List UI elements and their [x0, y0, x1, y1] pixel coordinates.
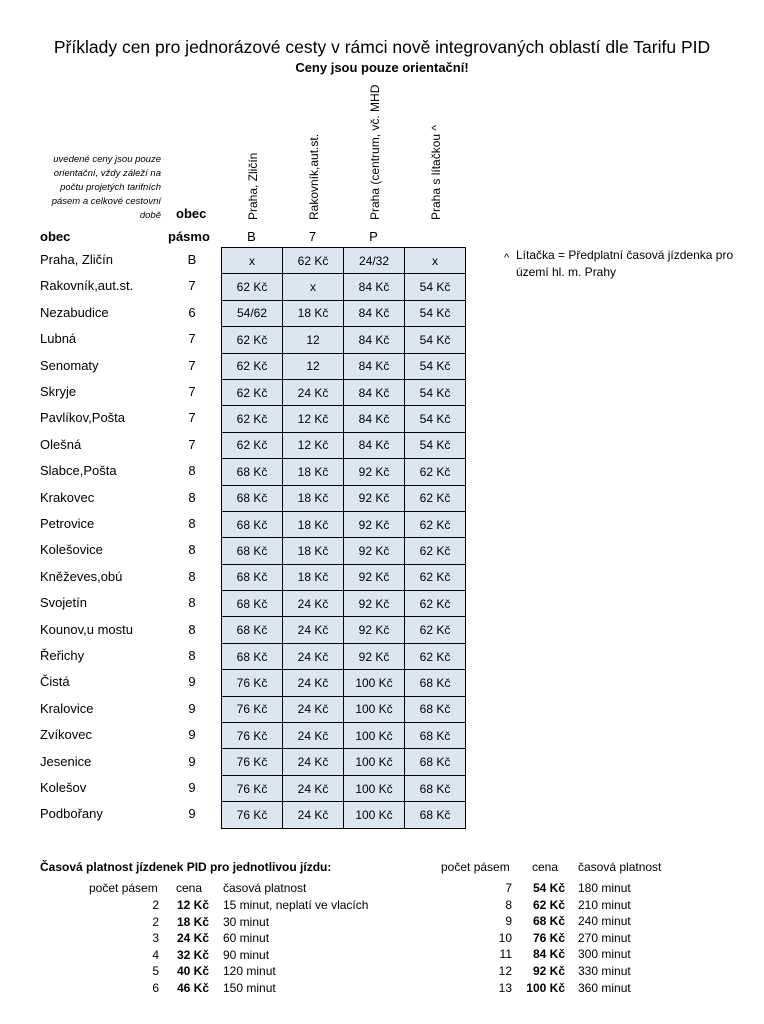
legend [504, 247, 756, 281]
row-pasmo: 8 [188, 516, 196, 531]
price-cell: 62 Kč [405, 617, 466, 643]
price-cell: 12 [283, 327, 344, 353]
price-cell: 18 Kč [283, 538, 344, 564]
price-cell: 100 Kč [344, 775, 405, 801]
page-title: Příklady cen pro jednorázové cesty v rámci nově integrovaných oblastí dle Tarifu PID [53, 37, 711, 57]
validity-pasma: 12 [498, 964, 512, 978]
validity-cena: 32 Kč [176, 947, 209, 962]
price-cell: 76 Kč [222, 723, 283, 749]
table-row [222, 485, 466, 511]
validity-platnost: 60 minut [223, 931, 270, 946]
price-cell: 84 Kč [344, 274, 405, 300]
header-obec: obec [40, 229, 71, 244]
row-pasmo: 9 [188, 806, 196, 822]
right-header-cena: cena [532, 860, 559, 874]
price-cell: 54 Kč [405, 327, 466, 353]
price-cell: 24 Kč [283, 617, 344, 643]
row-obec: Skryje [40, 384, 77, 399]
column-header-praha-litacka: Praha s lítačkou ^ [429, 124, 443, 220]
row-obec: Krakovec [40, 489, 95, 505]
price-cell: 100 Kč [344, 696, 405, 722]
price-cell: 24 Kč [283, 379, 344, 405]
table-row [222, 406, 466, 432]
left-header-cena: cena [176, 881, 203, 895]
price-cell: 62 Kč [405, 591, 466, 617]
price-cell: 68 Kč [405, 696, 466, 722]
left-header-platnost: časová platnost [223, 881, 307, 895]
table-row [222, 459, 466, 485]
price-cell: 84 Kč [344, 300, 405, 326]
price-cell: 92 Kč [344, 643, 405, 669]
validity-cena: 18 Kč [176, 914, 209, 929]
validity-heading: Časová platnost jízdenek PID pro jednotlivou jízdu: [40, 860, 332, 874]
row-obec: Pavlíkov,Pošta [40, 410, 126, 426]
table-row [222, 591, 466, 617]
row-pasmo: 6 [188, 304, 196, 320]
validity-cena: 24 Kč [176, 931, 209, 946]
row-pasmo: 8 [188, 621, 196, 637]
price-cell: 92 Kč [344, 459, 405, 485]
price-cell: 54 Kč [405, 274, 466, 300]
price-table [221, 247, 466, 829]
table-row [222, 802, 466, 828]
price-cell: 12 Kč [283, 432, 344, 458]
price-cell: 62 Kč [405, 485, 466, 511]
row-pasmo: 8 [188, 542, 196, 558]
header-obec-top: obec [176, 206, 207, 221]
validity-pasma: 3 [152, 931, 159, 946]
price-cell: 12 [283, 353, 344, 379]
row-obec: Zvíkovec [40, 727, 93, 743]
price-cell: 100 Kč [344, 670, 405, 696]
validity-pasma: 11 [499, 947, 512, 962]
validity-pasma: 9 [505, 914, 512, 929]
row-obec: Kounov,u mostu [40, 621, 133, 637]
price-cell: 92 Kč [344, 564, 405, 590]
validity-pasma: 7 [505, 881, 512, 895]
price-cell: 92 Kč [344, 485, 405, 511]
validity-pasma: 6 [152, 981, 159, 995]
table-row [222, 432, 466, 458]
price-cell: 62 Kč [405, 459, 466, 485]
validity-cena: 76 Kč [532, 930, 565, 945]
price-cell: 68 Kč [222, 511, 283, 537]
row-pasmo: 9 [188, 780, 196, 795]
column-header-rakovnik: Rakovník,aut.st. [307, 133, 321, 220]
row-pasmo: 8 [188, 595, 196, 611]
price-cell: 62 Kč [222, 432, 283, 458]
price-cell: 68 Kč [222, 564, 283, 590]
row-obec: Podbořany [40, 806, 103, 822]
validity-platnost: 300 minut [578, 947, 631, 962]
disclaimer-note: uvedené ceny jsou pouze orientační, vždy záleží na počtu projetých tarifních pásem a celkové cestovní době [51, 154, 161, 221]
column-code-7: 7 [308, 229, 317, 244]
price-cell: 62 Kč [222, 406, 283, 432]
price-cell: 62 Kč [405, 538, 466, 564]
table-row [222, 327, 466, 353]
price-cell: 76 Kč [222, 749, 283, 775]
table-row [222, 274, 466, 300]
validity-pasma: 2 [152, 898, 159, 912]
table-row [222, 775, 466, 801]
table-row [222, 353, 466, 379]
row-pasmo: 9 [188, 700, 196, 716]
validity-platnost: 120 minut [223, 964, 276, 979]
price-cell: 18 Kč [283, 564, 344, 590]
validity-cena: 68 Kč [532, 914, 565, 929]
price-cell: 62 Kč [222, 274, 283, 300]
price-cell: 68 Kč [222, 459, 283, 485]
price-cell: 18 Kč [283, 511, 344, 537]
price-cell: x [222, 248, 283, 274]
validity-platnost: 15 minut, neplatí ve vlacích [223, 898, 369, 912]
price-cell: x [405, 248, 466, 274]
row-obec: Svojetín [40, 595, 87, 611]
right-header-pasma: počet pásem [441, 860, 510, 874]
validity-cena: 12 Kč [176, 898, 209, 912]
row-obec: Kněževes,obú [40, 568, 123, 584]
table-row [222, 696, 466, 722]
price-cell: 24 Kč [283, 670, 344, 696]
price-cell: 68 Kč [222, 485, 283, 511]
column-header-praha-zlicin: Praha, Zličín [246, 152, 260, 220]
price-cell: 68 Kč [405, 775, 466, 801]
validity-cena: 40 Kč [176, 964, 209, 979]
validity-platnost: 30 minut [223, 914, 270, 929]
row-pasmo: 9 [188, 727, 196, 743]
right-header-platnost: časová platnost [578, 860, 662, 874]
validity-cena: 84 Kč [532, 947, 565, 962]
row-obec: Slabce,Pošta [40, 463, 117, 479]
price-cell: 100 Kč [344, 802, 405, 828]
price-cell: 76 Kč [222, 696, 283, 722]
row-obec: Kolešov [40, 780, 87, 795]
price-cell: 68 Kč [222, 643, 283, 669]
row-obec: Jesenice [40, 753, 92, 769]
validity-cena: 54 Kč [532, 881, 565, 895]
column-code-p: P [369, 229, 378, 244]
price-cell: 76 Kč [222, 775, 283, 801]
row-obec: Petrovice [40, 516, 95, 531]
price-cell: 62 Kč [405, 564, 466, 590]
validity-platnost: 360 minut [578, 980, 631, 995]
validity-pasma: 13 [498, 980, 512, 995]
validity-pasma: 10 [498, 930, 512, 945]
validity-platnost: 150 minut [223, 981, 276, 995]
validity-cena: 46 Kč [176, 981, 209, 995]
price-cell: 54 Kč [405, 353, 466, 379]
price-cell: 54 Kč [405, 379, 466, 405]
price-cell: 100 Kč [344, 723, 405, 749]
row-pasmo: 8 [188, 648, 196, 663]
price-cell: 100 Kč [344, 749, 405, 775]
price-cell: 84 Kč [344, 353, 405, 379]
row-obec: Čistá [40, 674, 70, 690]
row-pasmo: B [187, 252, 197, 267]
price-cell: 84 Kč [344, 379, 405, 405]
left-header-pasma: počet pásem [89, 881, 158, 895]
price-cell: 54 Kč [405, 300, 466, 326]
row-obec: Praha, Zličín [40, 252, 113, 267]
table-row [222, 723, 466, 749]
row-pasmo: 9 [188, 674, 196, 690]
price-cell: 24 Kč [283, 749, 344, 775]
price-cell: 24 Kč [283, 643, 344, 669]
price-cell: 62 Kč [222, 379, 283, 405]
validity-platnost: 90 minut [223, 947, 270, 962]
row-obec: Lubná [40, 331, 77, 347]
validity-cena: 92 Kč [532, 964, 565, 978]
table-row [222, 248, 466, 274]
price-cell: 84 Kč [344, 327, 405, 353]
price-cell: 24 Kč [283, 591, 344, 617]
price-cell: 84 Kč [344, 406, 405, 432]
price-cell: 68 Kč [405, 749, 466, 775]
row-pasmo: 7 [188, 278, 196, 294]
header-pasmo: pásmo [168, 229, 210, 244]
validity-pasma: 4 [152, 947, 159, 962]
row-pasmo: 7 [188, 357, 196, 373]
price-cell: 24 Kč [283, 723, 344, 749]
table-row [222, 670, 466, 696]
table-row [222, 617, 466, 643]
row-pasmo: 7 [188, 384, 196, 399]
price-cell: 18 Kč [283, 485, 344, 511]
row-pasmo: 7 [188, 410, 196, 426]
row-obec: Rakovník,aut.st. [40, 278, 134, 294]
row-pasmo: 8 [188, 463, 196, 479]
row-obec: Řeřichy [40, 648, 85, 663]
price-cell: 18 Kč [283, 300, 344, 326]
validity-platnost: 180 minut [578, 881, 631, 895]
row-obec: Nezabudice [40, 304, 109, 320]
column-header-praha-centrum: Praha (centrum, vč. MHD [368, 84, 382, 220]
price-cell: 62 Kč [222, 353, 283, 379]
price-cell: 68 Kč [405, 802, 466, 828]
price-cell: 62 Kč [405, 511, 466, 537]
price-cell: 92 Kč [344, 591, 405, 617]
validity-platnost: 240 minut [578, 914, 631, 929]
price-cell: 68 Kč [405, 723, 466, 749]
price-cell: 62 Kč [405, 643, 466, 669]
validity-platnost: 210 minut [578, 897, 631, 912]
table-row [222, 749, 466, 775]
price-cell: 76 Kč [222, 670, 283, 696]
row-obec: Senomaty [40, 357, 99, 373]
validity-cena: 100 Kč [526, 980, 565, 995]
validity-cena: 62 Kč [532, 897, 565, 912]
column-code-b: B [247, 229, 256, 244]
row-pasmo: 9 [188, 753, 196, 769]
price-cell: x [283, 274, 344, 300]
legend-text: Lítačka = Předplatní časová jízdenka pro území hl. m. Prahy [516, 248, 734, 279]
price-cell: 24 Kč [283, 775, 344, 801]
table-row [222, 300, 466, 326]
price-cell: 24 Kč [283, 696, 344, 722]
table-row [222, 511, 466, 537]
price-cell: 12 Kč [283, 406, 344, 432]
price-cell: 62 Kč [222, 327, 283, 353]
price-cell: 18 Kč [283, 459, 344, 485]
validity-platnost: 270 minut [578, 930, 631, 945]
price-cell: 54/62 [222, 300, 283, 326]
row-obec: Kralovice [40, 700, 94, 716]
row-pasmo: 8 [188, 489, 196, 505]
price-cell: 76 Kč [222, 802, 283, 828]
price-cell: 62 Kč [283, 248, 344, 274]
price-cell: 92 Kč [344, 538, 405, 564]
row-pasmo: 7 [188, 436, 196, 452]
row-obec: Kolešovice [40, 542, 103, 558]
row-pasmo: 7 [188, 331, 196, 347]
row-pasmo: 8 [188, 568, 196, 584]
price-cell: 84 Kč [344, 432, 405, 458]
price-cell: 68 Kč [222, 617, 283, 643]
caret-icon: ^ [504, 252, 510, 264]
table-row [222, 643, 466, 669]
page-subtitle: Ceny jsou pouze orientační! [295, 60, 469, 75]
price-cell: 92 Kč [344, 617, 405, 643]
validity-platnost: 330 minut [578, 964, 631, 978]
price-cell: 24/32 [344, 248, 405, 274]
row-obec: Olešná [40, 436, 82, 452]
table-row [222, 564, 466, 590]
price-cell: 68 Kč [222, 591, 283, 617]
validity-pasma: 5 [152, 964, 159, 979]
validity-pasma: 8 [505, 897, 512, 912]
price-cell: 24 Kč [283, 802, 344, 828]
price-cell: 54 Kč [405, 406, 466, 432]
table-row [222, 538, 466, 564]
validity-pasma: 2 [152, 914, 159, 929]
table-row [222, 379, 466, 405]
price-cell: 68 Kč [405, 670, 466, 696]
price-cell: 68 Kč [222, 538, 283, 564]
price-cell: 92 Kč [344, 511, 405, 537]
price-cell: 54 Kč [405, 432, 466, 458]
